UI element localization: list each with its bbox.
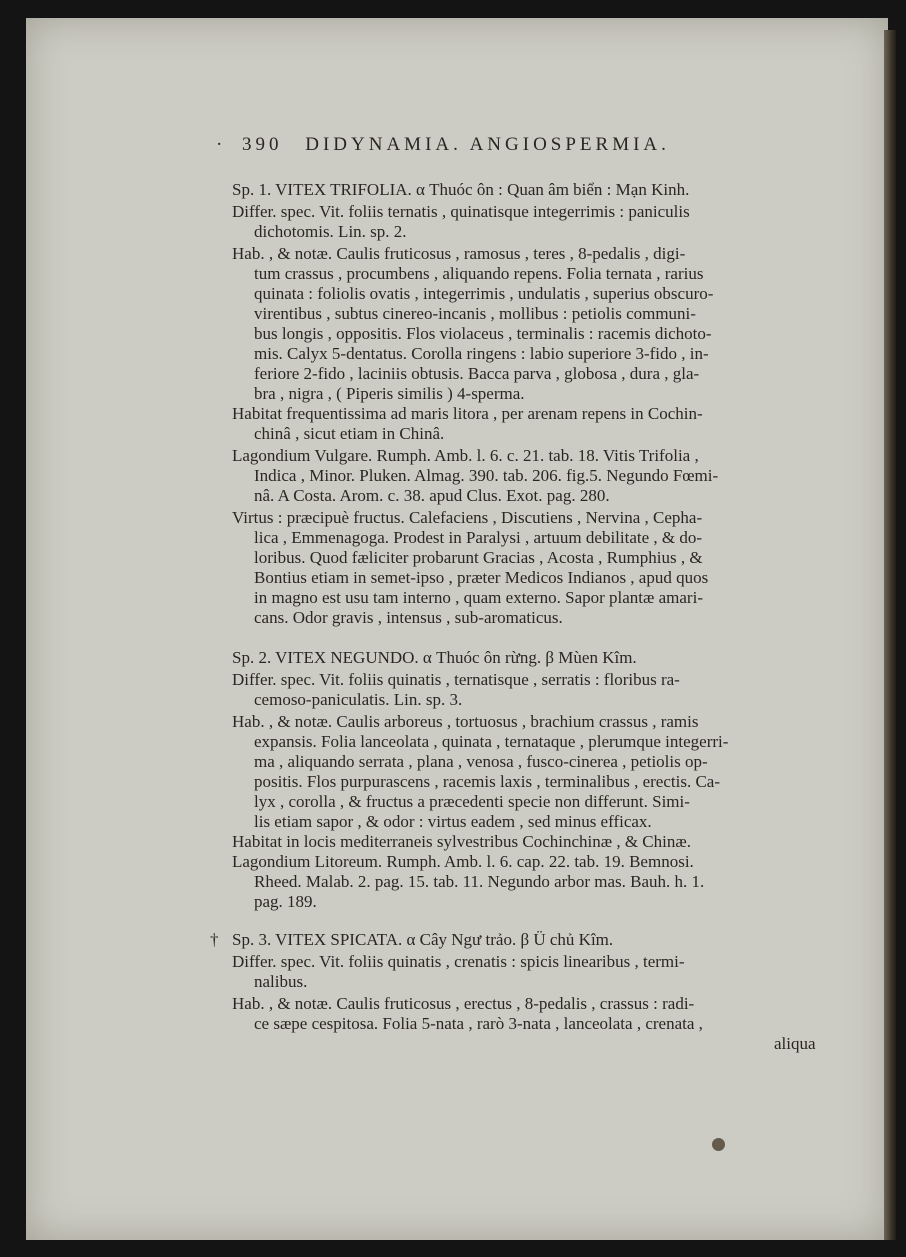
text-line: feriore 2-fido , laciniis obtusis. Bacca parva , globosa , dura , gla- [254,364,700,383]
text-line: Habitat frequentissima ad maris litora , per arenam repens in Cochin- [232,404,703,423]
text-line: Lagondium Litoreum. Rumph. Amb. l. 6. cap. 22. tab. 19. Bemnosi. [232,852,694,871]
text-line: mis. Calyx 5-dentatus. Corolla ringens : labio superiore 3-fido , in- [254,344,709,363]
text-line: quinata : foliolis ovatis , integerrimis , undulatis , superius obscuro- [254,284,714,303]
text-line: chinâ , sicut etiam in Chinâ. [254,424,445,443]
ink-stain [712,1138,725,1151]
text-line: virentibus , subtus cinereo-incanis , mollibus : petiolis communi- [254,304,696,323]
text-line: cans. Odor gravis , intensus , sub-aromaticus. [254,608,563,627]
catchword: aliqua [774,1034,816,1053]
text-line: Hab. , & notæ. Caulis fruticosus , ramosus , teres , 8-pedalis , digi- [232,244,686,263]
text-line: Virtus : præcipuè fructus. Calefaciens , Discutiens , Nervina , Cepha- [232,508,703,527]
text-line: Hab. , & notæ. Caulis arboreus , tortuosus , brachium crassus , ramis [232,712,699,731]
dagger-marker: † [210,930,219,949]
text-line: lis etiam sapor , & odor : virtus eadem , sed minus efficax. [254,812,652,831]
text-line: dichotomis. Lin. sp. 2. [254,222,407,241]
page-number: 390 [242,134,283,155]
text-line: lica , Emmenagoga. Prodest in Paralysi , artuum debilitate , & do- [254,528,703,547]
text-line: Differ. spec. Vit. foliis ternatis , quinatisque integerrimis : paniculis [232,202,690,221]
page-title: DIDYNAMIA. ANGIOSPERMIA. [305,134,670,155]
text-line: ce sæpe cespitosa. Folia 5-nata , rarò 3-nata , lanceolata , crenata , [254,1014,703,1033]
text-line: loribus. Quod fæliciter probarunt Gracias , Acosta , Rumphius , & [254,548,703,567]
text-line: Hab. , & notæ. Caulis fruticosus , erectus , 8-pedalis , crassus : radi- [232,994,695,1013]
text-line: bus longis , oppositis. Flos violaceus , terminalis : racemis dichoto- [254,324,712,343]
text-line: lyx , corolla , & fructus a præcedenti specie non differunt. Simi- [254,792,690,811]
text-line: nâ. A Costa. Arom. c. 38. apud Clus. Exot. pag. 280. [254,486,610,505]
text-line: nalibus. [254,972,308,991]
text-line: Rheed. Malab. 2. pag. 15. tab. 11. Negundo arbor mas. Bauh. h. 1. [254,872,705,891]
text-line: Differ. spec. Vit. foliis quinatis , crenatis : spicis linearibus , termi- [232,952,685,971]
text-line: positis. Flos purpurascens , racemis laxis , terminalibus , erectis. Ca- [254,772,720,791]
text-line: cemoso-paniculatis. Lin. sp. 3. [254,690,463,709]
species-heading: Sp. 1. VITEX TRIFOLIA. α Thuóc ôn : Quan âm biển : Mạn Kinh. [232,180,690,199]
text-line: pag. 189. [254,892,317,911]
text-line: in magno est usu tam interno , quam externo. Sapor plantæ amari- [254,588,703,607]
page-edge [884,30,896,1240]
header-dot: · [216,134,227,155]
running-header [216,134,802,158]
species-heading: Sp. 2. VITEX NEGUNDO. α Thuóc ôn rừng. β Mùen Kîm. [232,648,637,667]
text-line: Bontius etiam in semet-ipso , præter Medicos Indianos , apud quos [254,568,709,587]
text-line: Habitat in locis mediterraneis sylvestribus Cochinchinæ , & Chinæ. [232,832,691,851]
text-line: bra , nigra , ( Piperis similis ) 4-sperma. [254,384,525,403]
text-line: expansis. Folia lanceolata , quinata , ternataque , plerumque integerri- [254,732,729,751]
text-line: Differ. spec. Vit. foliis quinatis , ternatisque , serratis : floribus ra- [232,670,680,689]
text-line: tum crassus , procumbens , aliquando repens. Folia ternata , rarius [254,264,704,283]
species-heading: Sp. 3. VITEX SPICATA. α Cây Ngư trảo. β Ü chủ Kîm. [232,930,614,949]
text-line: Indica , Minor. Pluken. Almag. 390. tab. 206. fig.5. Negundo Fœmi- [254,466,719,485]
text-line: Lagondium Vulgare. Rumph. Amb. l. 6. c. 21. tab. 18. Vitis Trifolia , [232,446,699,465]
text-line: ma , aliquando serrata , plana , venosa , fusco-cinerea , petiolis op- [254,752,708,771]
